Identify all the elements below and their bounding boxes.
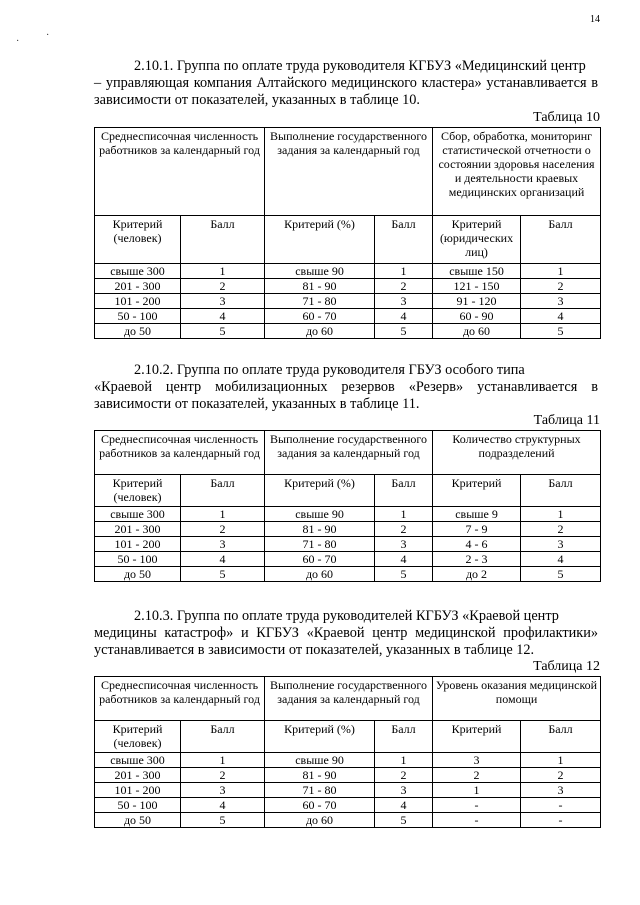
paragraph-line: в зависимости от показателей, указанных в таблице 10. [94,75,599,108]
table-cell: 60 - 70 [265,798,375,813]
table-header: Сбор, обработка, мониторинг статистической отчетности о состоянии здоровья населения и деятельности краевых медицинских организаций [433,128,601,216]
table-cell: 60 - 90 [433,309,521,324]
table-cell: 201 - 300 [95,279,181,294]
table-cell: свыше 300 [95,264,181,279]
table-cell: свыше 300 [95,507,181,522]
paragraph-2-10-3 [94,608,598,659]
table-cell: 1 [375,507,433,522]
table-cell: 4 [521,309,601,324]
table-cell: 4 [181,798,265,813]
table-header: Среднесписочная численность работников за календарный год [95,128,265,216]
table-subheader: Балл [375,475,433,507]
table-row [95,522,601,537]
table-cell: 3 [375,783,433,798]
table-cell: 1 [181,753,265,768]
table-subheader: Критерий [433,475,521,507]
table-cell: 60 - 70 [265,309,375,324]
paragraph-line: зависимости от показателей, указанных в таблице 11. [94,396,420,412]
table-subheader: Критерий (человек) [95,216,181,264]
table-cell: до 60 [265,567,375,582]
table-11-label: Таблица 11 [533,413,600,428]
table-row [95,264,601,279]
table-cell: 81 - 90 [265,522,375,537]
table-subheader: Критерий (человек) [95,721,181,753]
table-subheader: Балл [181,216,265,264]
table-cell: 3 [181,537,265,552]
table-subheader: Критерий (%) [265,216,375,264]
table-subheader: Балл [521,216,601,264]
table-cell: 2 - 3 [433,552,521,567]
table-cell: свыше 9 [433,507,521,522]
paragraph-line: устанавливается в зависимости от показателей, указанных в таблице 12. [94,642,535,658]
table-row [95,768,601,783]
table-cell: до 60 [433,324,521,339]
table-cell: 101 - 200 [95,783,181,798]
table-cell: 50 - 100 [95,309,181,324]
paragraph-line: «Краевой центр мобилизационных резервов «Резерв» устанавливается в [94,379,598,395]
table-subheader: Балл [181,475,265,507]
table-cell: 5 [375,324,433,339]
table-cell: 2 [375,279,433,294]
table-cell: 5 [181,813,265,828]
scan-mark: · [16,36,20,47]
table-header: Уровень оказания медицинской помощи [433,677,601,721]
table-cell: 4 [521,552,601,567]
table-subheader: Балл [521,475,601,507]
table-cell: 71 - 80 [265,537,375,552]
table-cell: свыше 90 [265,507,375,522]
table-12 [94,676,601,828]
table-cell: 2 [433,768,521,783]
paragraph-2-10-2 [94,362,598,413]
table-subheader: Критерий (%) [265,721,375,753]
table-cell: свыше 90 [265,264,375,279]
table-cell: 5 [375,813,433,828]
table-cell: 121 - 150 [433,279,521,294]
table-subheader: Критерий (юридических лиц) [433,216,521,264]
table-cell: свыше 90 [265,753,375,768]
table-header: Количество структурных подразделений [433,431,601,475]
table-cell: 3 [521,783,601,798]
paragraph-2-10-1 [94,58,598,109]
table-cell: 5 [375,567,433,582]
table-cell: 2 [375,522,433,537]
table-cell: 3 [433,753,521,768]
table-cell: до 60 [265,813,375,828]
table-cell: 101 - 200 [95,537,181,552]
table-cell: 4 [181,552,265,567]
table-header: Среднесписочная численность работников за календарный год [95,431,265,475]
table-cell: - [433,813,521,828]
table-10-label: Таблица 10 [533,110,600,125]
table-cell: 4 [375,309,433,324]
table-row [95,324,601,339]
table-cell: до 50 [95,567,181,582]
table-11 [94,430,601,582]
paragraph-line: 2.10.1. Группа по оплате труда руководителя КГБУЗ «Медицинский центр [134,58,586,74]
table-cell: свыше 300 [95,753,181,768]
table-row [95,537,601,552]
table-cell: 81 - 90 [265,279,375,294]
page-number: 14 [590,14,600,25]
table-cell: 4 - 6 [433,537,521,552]
table-cell: 50 - 100 [95,552,181,567]
paragraph-line: 2.10.2. Группа по оплате труда руководителя ГБУЗ особого типа [134,362,525,378]
table-cell: 71 - 80 [265,783,375,798]
table-subheader: Критерий (%) [265,475,375,507]
scan-mark: · [46,30,50,41]
table-cell: 60 - 70 [265,552,375,567]
paragraph-line: – управляющая компания Алтайского медицинского кластера» устанавливается [94,75,587,91]
table-cell: 2 [181,279,265,294]
table-cell: - [521,798,601,813]
table-cell: 5 [181,324,265,339]
table-cell: 2 [181,768,265,783]
table-row [95,753,601,768]
table-cell: 3 [181,294,265,309]
table-cell: до 60 [265,324,375,339]
table-cell: 2 [521,768,601,783]
table-cell: 201 - 300 [95,522,181,537]
table-cell: 50 - 100 [95,798,181,813]
table-row [95,798,601,813]
table-cell: 1 [521,264,601,279]
table-cell: 5 [521,567,601,582]
table-cell: до 2 [433,567,521,582]
table-cell: свыше 150 [433,264,521,279]
table-cell: 5 [521,324,601,339]
table-cell: 2 [375,768,433,783]
table-cell: 101 - 200 [95,294,181,309]
table-cell: - [433,798,521,813]
paragraph-line: 2.10.3. Группа по оплате труда руководителей КГБУЗ «Краевой центр [134,608,559,624]
table-cell: до 50 [95,813,181,828]
table-row [95,294,601,309]
table-cell: - [521,813,601,828]
table-header: Выполнение государственного задания за календарный год [265,677,433,721]
table-cell: 71 - 80 [265,294,375,309]
table-header: Выполнение государственного задания за календарный год [265,128,433,216]
table-cell: 2 [181,522,265,537]
table-cell: 91 - 120 [433,294,521,309]
table-subheader: Балл [521,721,601,753]
table-cell: 1 [181,507,265,522]
table-subheader: Балл [375,721,433,753]
table-cell: 3 [521,294,601,309]
table-cell: 4 [375,798,433,813]
table-row [95,309,601,324]
paragraph-line: медицины катастроф» и КГБУЗ «Краевой центр медицинской профилактики» [94,625,598,641]
table-cell: 3 [375,294,433,309]
table-subheader: Балл [181,721,265,753]
table-row [95,507,601,522]
table-10 [94,127,601,339]
table-cell: 1 [375,753,433,768]
table-cell: 1 [433,783,521,798]
table-subheader: Критерий (человек) [95,475,181,507]
table-row [95,813,601,828]
table-cell: 2 [521,279,601,294]
table-cell: 1 [521,753,601,768]
table-cell: 4 [181,309,265,324]
table-subheader: Критерий [433,721,521,753]
table-cell: 1 [181,264,265,279]
table-cell: 3 [521,537,601,552]
table-cell: 201 - 300 [95,768,181,783]
table-cell: 4 [375,552,433,567]
table-row [95,783,601,798]
table-row [95,279,601,294]
table-cell: 1 [375,264,433,279]
table-cell: до 50 [95,324,181,339]
table-cell: 81 - 90 [265,768,375,783]
table-12-label: Таблица 12 [533,659,600,674]
table-cell: 3 [375,537,433,552]
table-cell: 1 [521,507,601,522]
table-cell: 3 [181,783,265,798]
table-subheader: Балл [375,216,433,264]
table-cell: 5 [181,567,265,582]
table-header: Среднесписочная численность работников за календарный год [95,677,265,721]
table-header: Выполнение государственного задания за календарный год [265,431,433,475]
table-row [95,552,601,567]
table-row [95,567,601,582]
table-cell: 7 - 9 [433,522,521,537]
table-cell: 2 [521,522,601,537]
